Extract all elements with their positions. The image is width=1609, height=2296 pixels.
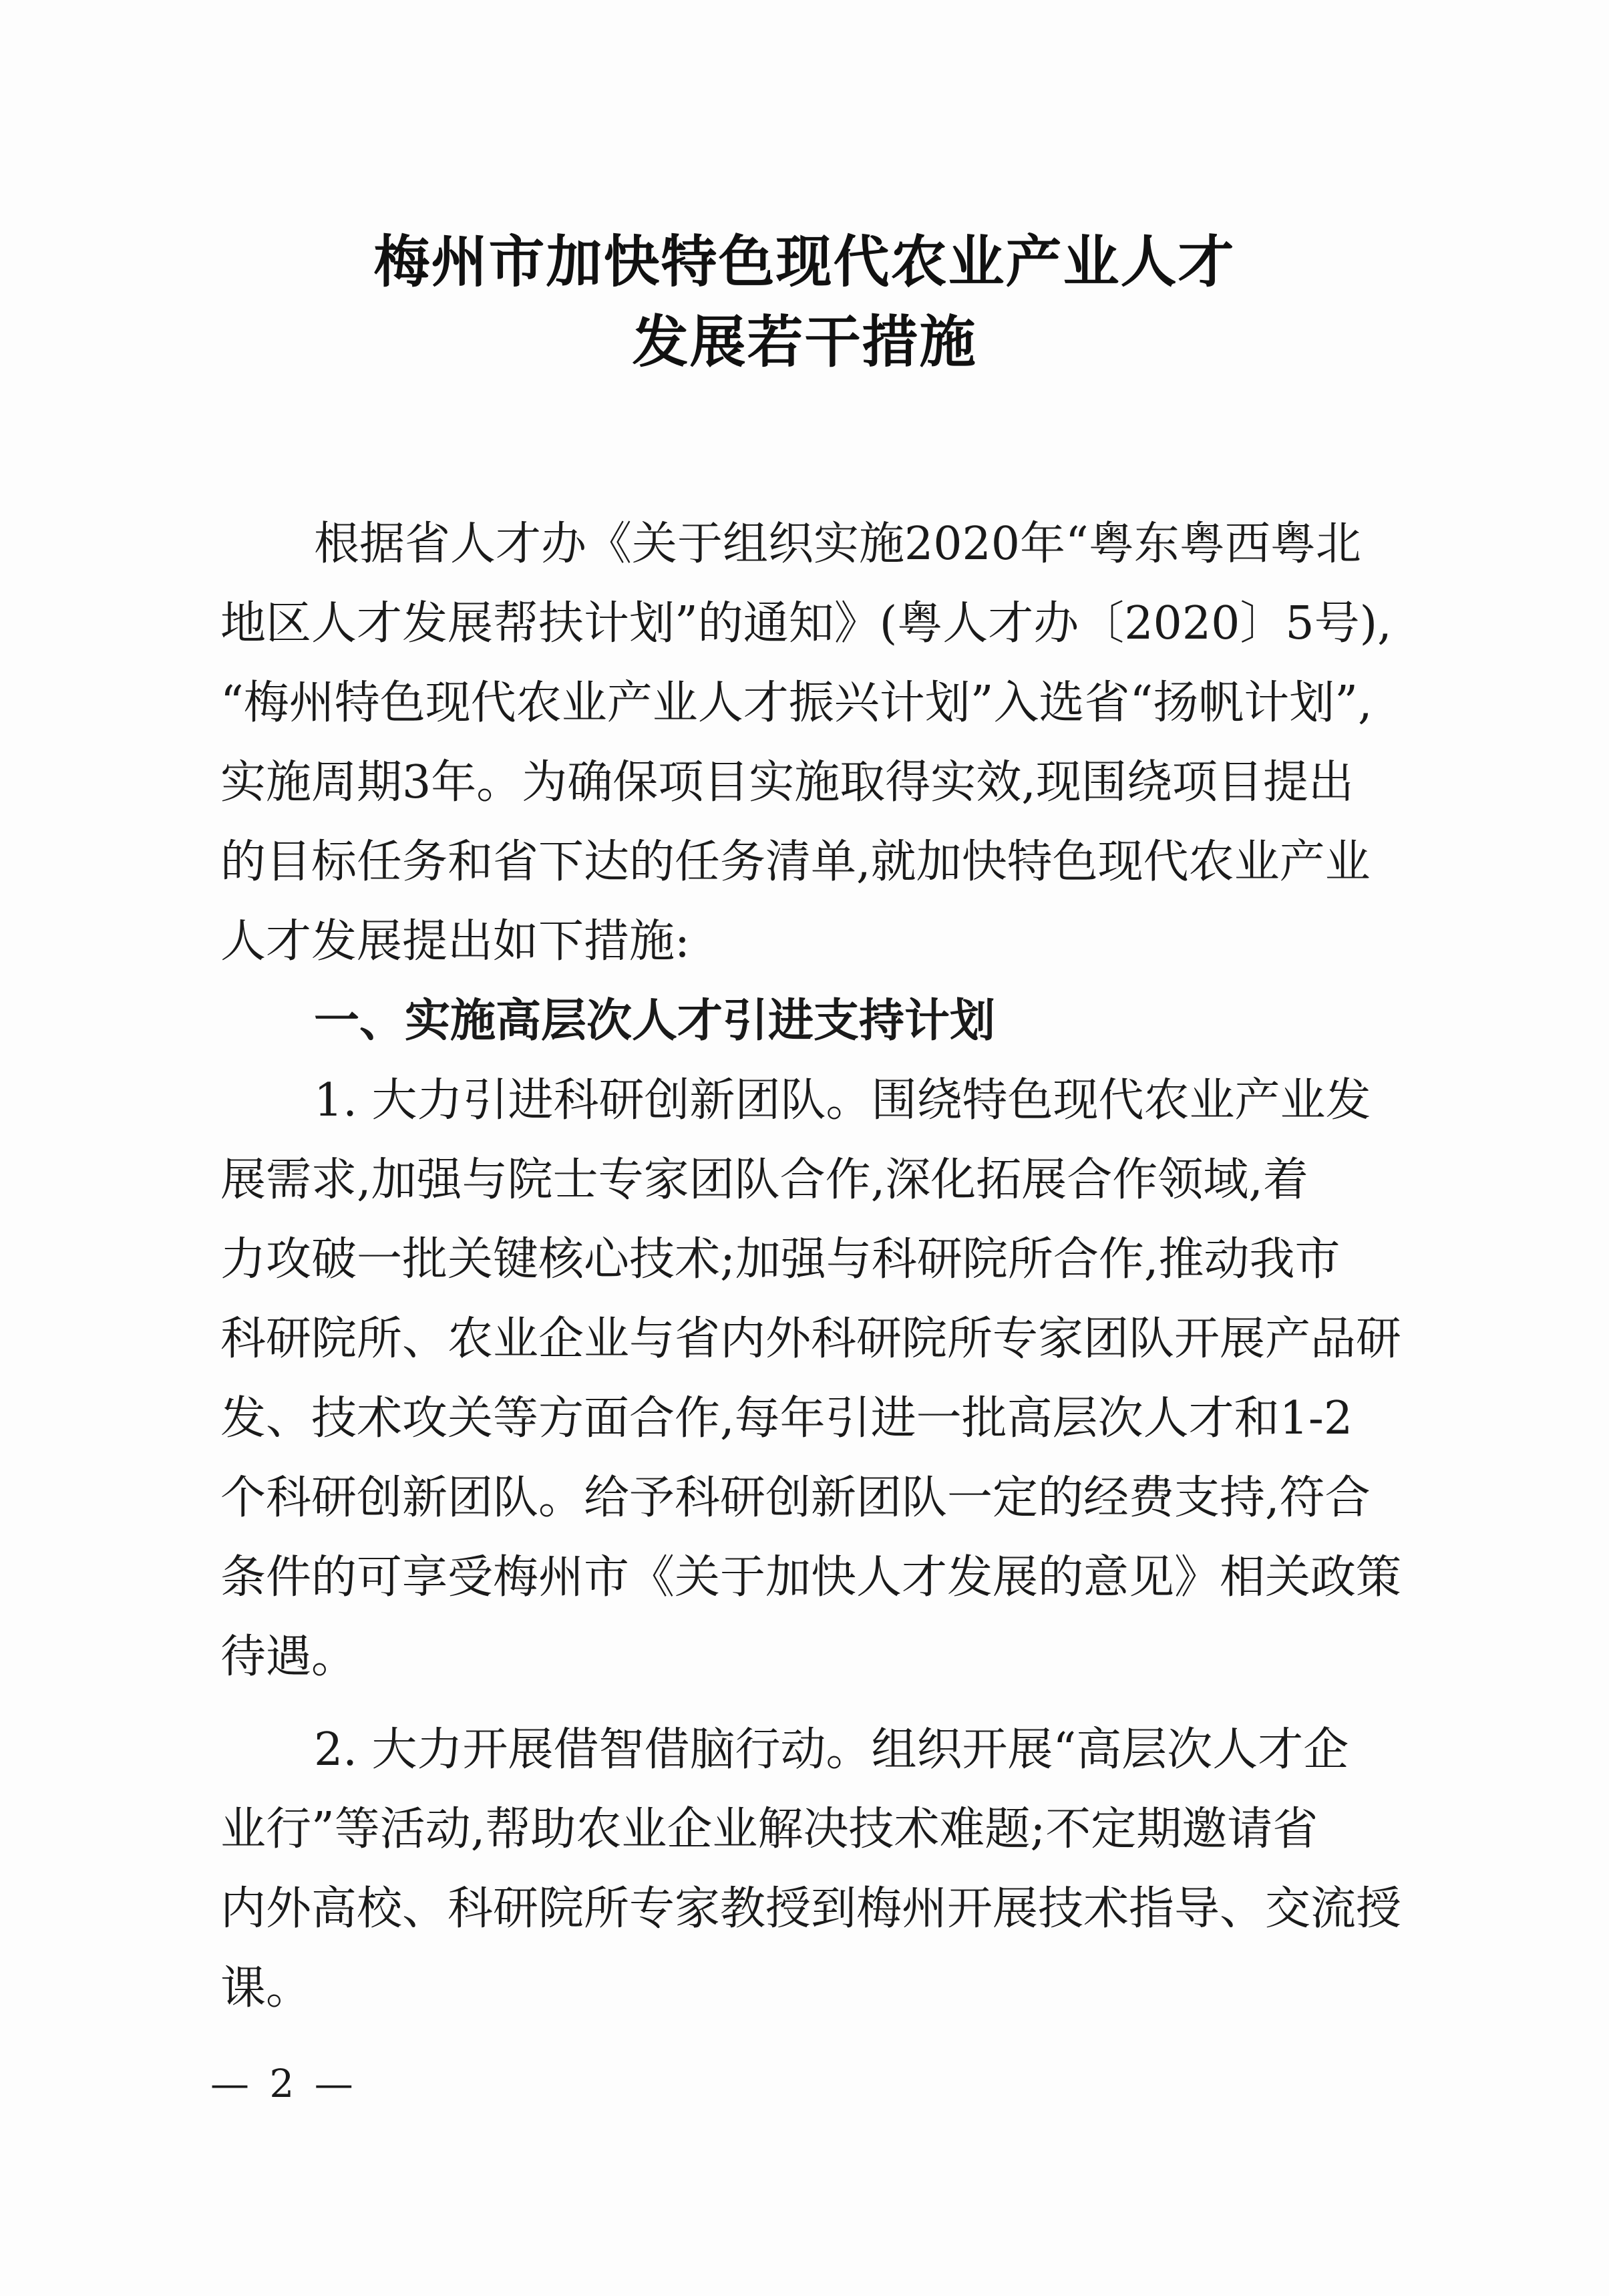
item-2-line: 业行”等活动,帮助农业企业解决技术难题;不定期邀请省 bbox=[220, 1803, 1318, 1856]
item-1-line: 条件的可享受梅州市《关于加快人才发展的意见》相关政策 bbox=[220, 1551, 1402, 1604]
section-heading: 一、实施高层次人才引进支持计划 bbox=[314, 995, 996, 1047]
item-1-line: 展需求,加强与院士专家团队合作,深化拓展合作领域,着 bbox=[220, 1154, 1308, 1206]
item-1-line: 力攻破一批关键核心技术;加强与科研院所合作,推动我市 bbox=[220, 1233, 1340, 1286]
item-1-line: 待遇。 bbox=[220, 1631, 357, 1683]
item-1-line: 发、技术攻关等方面合作,每年引进一批高层次人才和1-2 bbox=[220, 1392, 1353, 1445]
intro-line: 实施周期3年。为确保项目实施取得实效,现围绕项目提出 bbox=[220, 756, 1354, 809]
item-2-line: 课。 bbox=[220, 1962, 312, 2015]
document-body bbox=[220, 504, 1402, 2028]
item-2-line: 内外高校、科研院所专家教授到梅州开展技术指导、交流授 bbox=[220, 1882, 1402, 1935]
page-number: — 2 — bbox=[210, 2061, 357, 2106]
item-1-line: 科研院所、农业企业与省内外科研院所专家团队开展产品研 bbox=[220, 1313, 1402, 1365]
intro-line: 根据省人才办《关于组织实施2020年“粤东粤西粤北 bbox=[314, 518, 1361, 570]
item-1-line: 1. 大力引进科研创新团队。围绕特色现代农业产业发 bbox=[314, 1074, 1371, 1127]
intro-line: “梅州特色现代农业产业人才振兴计划”入选省“扬帆计划”, bbox=[220, 677, 1373, 729]
intro-line: 的目标任务和省下达的任务清单,就加快特色现代农业产业 bbox=[220, 836, 1371, 888]
item-2-line: 2. 大力开展借智借脑行动。组织开展“高层次人才企 bbox=[314, 1724, 1349, 1776]
document-title-line-2: 发展若干措施 bbox=[632, 309, 977, 375]
intro-line: 地区人才发展帮扶计划”的通知》(粤人才办〔2020〕5号), bbox=[220, 597, 1392, 650]
intro-line: 人才发展提出如下措施: bbox=[220, 915, 690, 968]
document-title-line-1: 梅州市加快特色现代农业产业人才 bbox=[373, 229, 1236, 295]
item-1-line: 个科研创新团队。给予科研创新团队一定的经费支持,符合 bbox=[220, 1472, 1371, 1524]
